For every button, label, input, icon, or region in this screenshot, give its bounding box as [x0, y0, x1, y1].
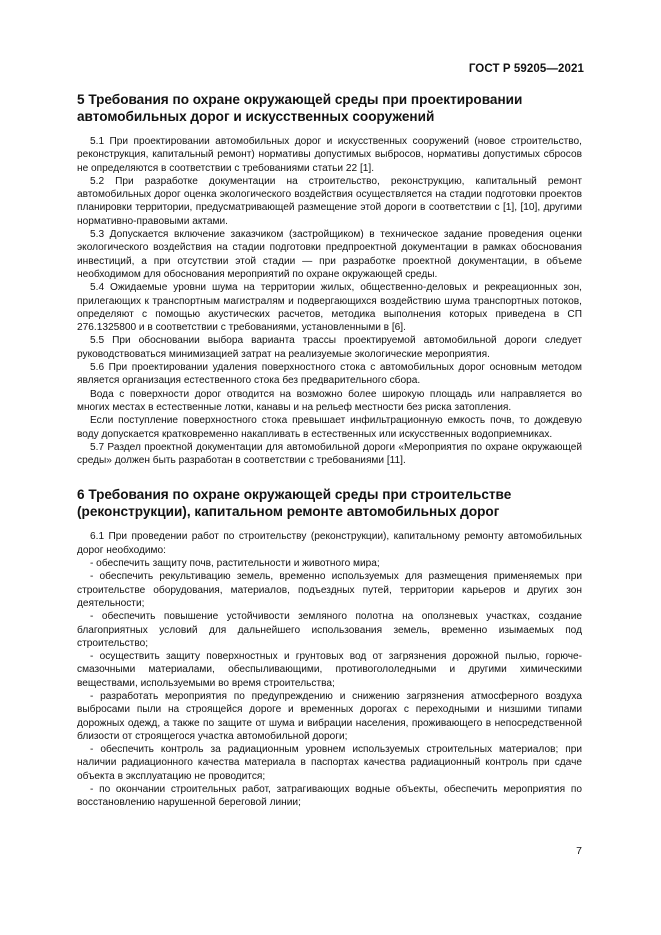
paragraph-5-2: 5.2 При разработке документации на строительство, реконструкцию, капитальный ремонт автомобильных дорог оценка экологического воздействия осуществляется на стадии подготовки проектов планировки территории, предусматривающей размещение этой дороги в соответствии с [1], [10], другими нормативно-правовыми актами. — [77, 175, 582, 227]
paragraph-5-3: 5.3 Допускается включение заказчиком (застройщиком) в техническое задание проведения оценки экологического воздействия на стадии подготовки предпроектной документации в рамках обоснования инвестиций, а при отсутствии этой стадии — при разработке проектной документации, в объеме необходимом для обоснования мероприятий по охране окружающей среды. — [77, 229, 582, 280]
section-5-title: 5 Требования по охране окружающей среды при проектировании автомобильных дорог и искусственных сооружений — [77, 92, 523, 124]
paragraph-5-6: 5.6 При проектировании удаления поверхностного стока с автомобильных дорог основным методом является организация естественного стока без предварительного сбора. — [77, 362, 582, 387]
list-item-roadbed-stability: - обеспечить повышение устойчивости земляного полотна на оползневых участках, создание благоприятных условий для дальнейшего использования земель, временно изымаемых под строительство; — [77, 611, 582, 649]
list-item-shoreline-restoration: - по окончании строительных работ, затрагивающих водные объекты, обеспечить мероприятия по восстановлению нарушенной береговой линии; — [77, 784, 582, 809]
list-item-air-pollution: - разработать мероприятия по предупреждению и снижению загрязнения атмосферного воздуха выбросами пыли на строящейся дороге и временных дорогах с переходными и низшими типами дорожных одежд, а также по защите от шума и вибрации населения, проживающего в непосредственной близости от строящегося участка автомобильной дороги; — [77, 690, 582, 742]
paragraph-5-4: 5.4 Ожидаемые уровни шума на территории жилых, общественно-деловых и рекреационных зон, прилегающих к транспортным магистралям и подвергающихся воздействию шума транспортных потоков, определяют с помощью акустических расчетов, методика выполнения которых приведена в СП 276.1325800 и в соответствии с требованиями, установленными в [6]. — [77, 282, 582, 334]
paragraph-5-5: 5.5 При обосновании выбора варианта трассы проектируемой автомобильной дороги следует руководствоваться минимизацией затрат на реализуемые экологические мероприятия. — [77, 335, 582, 360]
paragraph-5-7: 5.7 Раздел проектной документации для автомобильной дороги «Мероприятия по охране окружающей среды» должен быть разработан в соответствии с требованиями [11]. — [77, 441, 582, 467]
paragraph-6-1: 6.1 При проведении работ по строительству (реконструкции), капитальному ремонту автомобильных дорог необходимо: — [77, 531, 582, 556]
section-6-title: 6 Требования по охране окружающей среды при строительстве (реконструкции), капитальном ремонте автомобильных дорог — [77, 487, 512, 520]
paragraph-5-1: 5.1 При проектировании автомобильных дорог и искусственных сооружений (новое строительство, реконструкция, капитальный ремонт) нормативы допустимых выбросов, нормативы допустимых сбросов не определяются в соответствии с требованиями статьи 22 [1]. — [77, 136, 582, 174]
document-code: ГОСТ Р 59205—2021 — [468, 63, 584, 75]
list-item-land-recultivation: - обеспечить рекультивацию земель, временно используемых для размещения применяемых при строительстве оборудования, материалов, подъездных путей, территории карьеров и других зон деятельности; — [77, 571, 582, 609]
paragraph-5-6-water: Вода с поверхности дорог отводится на возможно более широкую площадь или направляется во многих местах в естественные лотки, канавы и на рельеф местности без риска затопления. — [77, 388, 582, 413]
list-item-water-protection: - осуществить защиту поверхностных и грунтовых вод от загрязнения дорожной пылью, горюче-смазочными материалами, обеспыливающими, противогололедными и другими химическими веществами, используемыми во время строительства; — [77, 651, 582, 689]
page-body — [77, 91, 582, 810]
list-item-soil-protection: - обеспечить защиту почв, растительности и животного мира; — [90, 558, 380, 570]
page-number: 7 — [576, 845, 582, 857]
paragraph-5-6-runoff: Если поступление поверхностного стока превышает инфильтрационную емкость почв, то дождевую воду допускается кратковременно накапливать в естественных или искусственных водоприемниках. — [77, 415, 582, 440]
list-item-radiation-control: - обеспечить контроль за радиационным уровнем используемых строительных материалов; при наличии радиационного качества материала в паспортах качества радиационный контроль при сдаче объекта в эксплуатацию не проводится; — [77, 744, 582, 782]
